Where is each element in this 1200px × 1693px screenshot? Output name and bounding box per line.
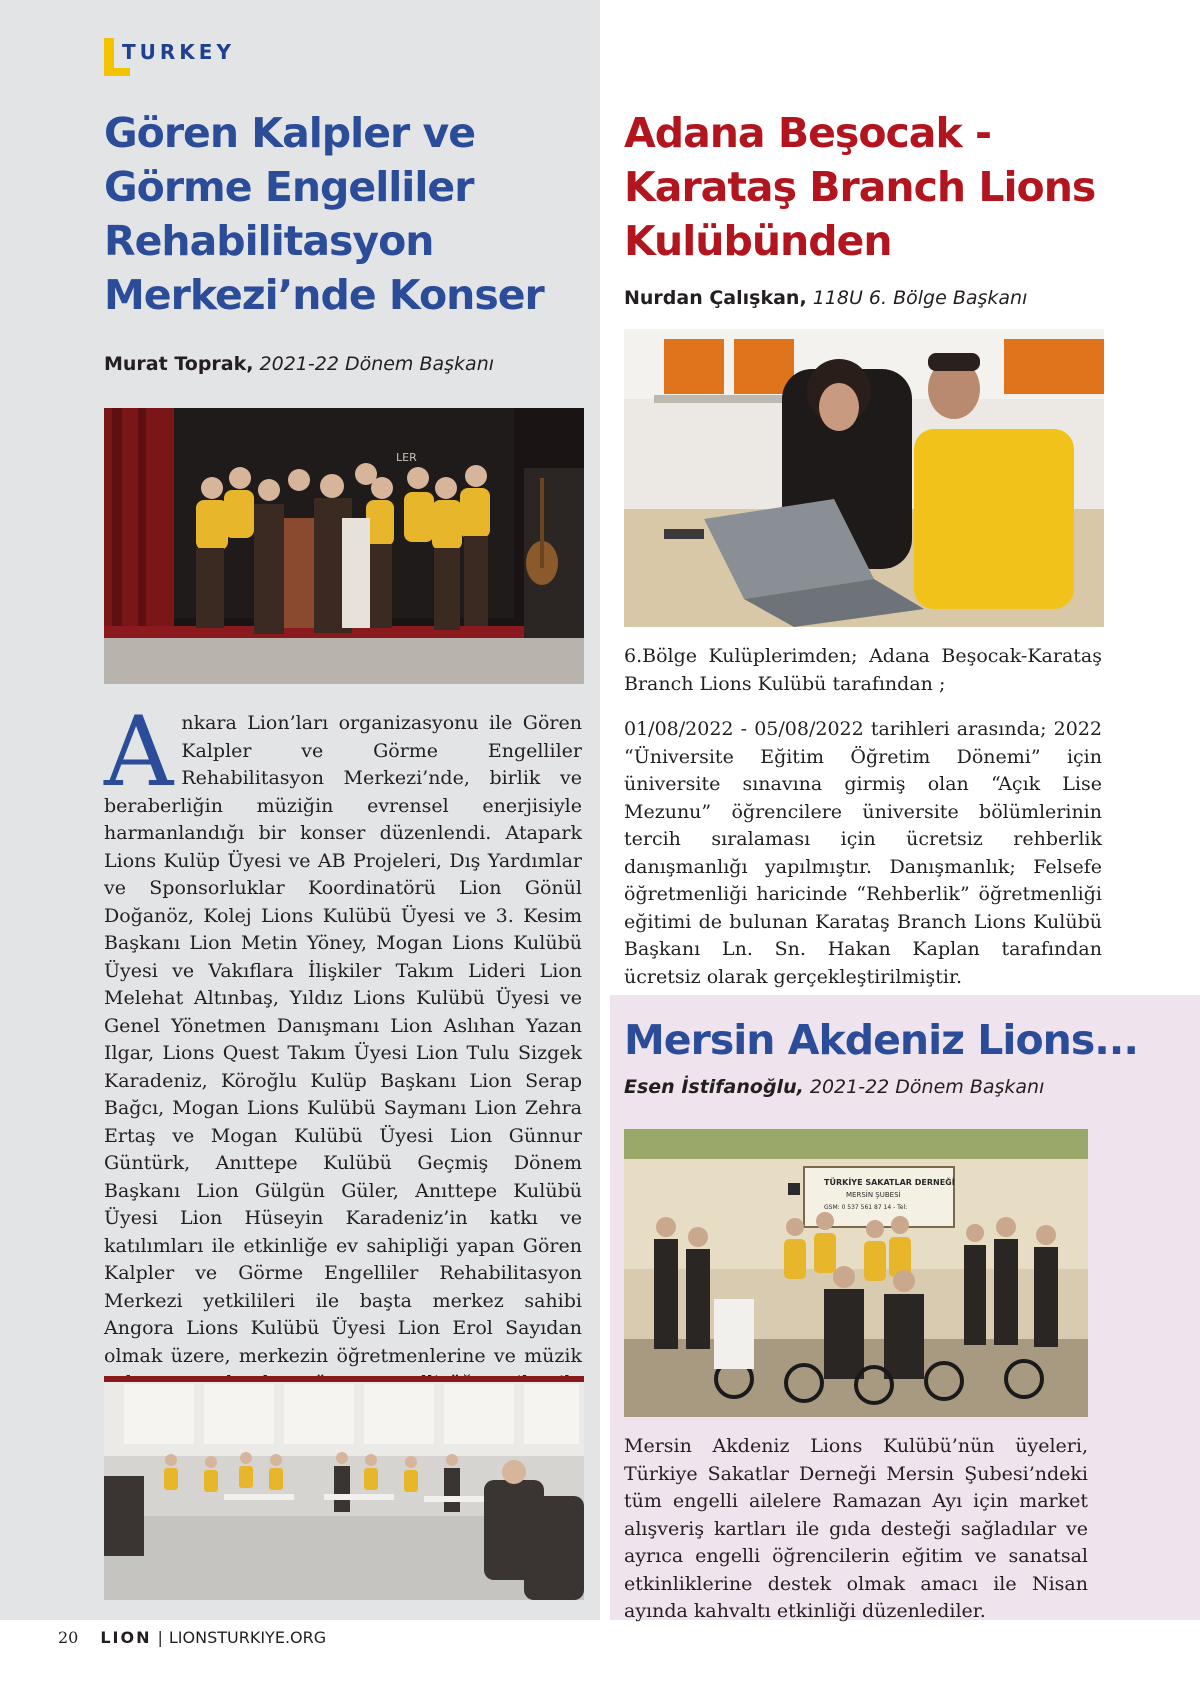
byline-role: 2021-22 Dönem Başkanı	[809, 1076, 1045, 1098]
left-article-body	[104, 696, 582, 1453]
association-sign-line-2: MERSİN ŞUBESİ	[846, 1191, 901, 1199]
website-link[interactable]: LIONSTURKIYE.ORG	[168, 1628, 327, 1647]
right-article-2-body: Mersin Akdeniz Lions Kulübü’nün üyeleri, Türkiye Sakatlar Derneği Mersin Şubesi’ndeki tüm engelli ailelere Ramazan Ayı için market alışveriş kartları ile gıda desteği sağladılar ve ayrıca engelli öğrencilerin eğitim ve sanatsal etkinliklerine destek olmak amacı ile Nisan ayında kahvaltı etkinliği düzenlediler.	[624, 1435, 1088, 1622]
right-article-2-byline	[624, 1076, 1044, 1098]
right-article-1-byline	[624, 287, 1027, 309]
association-sign-line-1: TÜRKİYE SAKATLAR DERNEĞİ	[824, 1178, 955, 1187]
right-article-1-paragraph-1: 6.Bölge Kulüplerimden; Adana Beşocak-Karataş Branch Lions Kulübü tarafından ;	[624, 645, 1102, 695]
left-article-body-text: nkara Lion’ları organizasyonu ile Gören Kalpler ve Görme Engelliler Rehabilitasyon Merkezi’nde, birlik ve beraberliğin müziğin evrensel enerjisiyle harmanlandığı bir konser düzenlendi. Atapark Lions Kulüp Üyesi ve AB Projeleri, Dış Yardımlar ve Sponsorluklar Koordinatörü Lion Gönül Doğanöz, Kolej Lions Kulübü Üyesi ve 3. Kesim Başkanı Lion Metin Yöney, Mogan Lions Kulübü Üyesi ve Vakıflara İlişkiler Takım Lideri Lion Melehat Altınbaş, Yıldız Lions Kulübü Üyesi ve Genel Yönetmen Danışmanı Lion Aslıhan Yazan Ilgar, Lions Quest Takım Üyesi Lion Tulu Sizgek Karadeniz, Köroğlu Kulüp Başkanı Lion Serap Bağcı, Mogan Lions Kulübü Saymanı Lion Zehra Ertaş ve Mogan Kulübü Üyesi Lion Günnur Güntürk, Anıttepe Kulübü Geçmiş Dönem Başkanı Lion Gülgün Güler, Anıttepe Kulübü Üyesi Lion Hüseyin Karadeniz’in katkı ve katılımları ile etkinliğe ev sahipliği yapan Gören Kalpler ve Görme Engelliler Rehabilitasyon Merkezi yetkilileri ile başta merkez sahibi Angora Lions Kulübü Üyesi Lion Erol Sayıdan olmak üzere, merkezin öğretmenlerine ve müzik	[104, 712, 582, 1367]
byline-role: 118U 6. Bölge Başkanı	[812, 287, 1028, 309]
byline-role: 2021-22 Dönem Başkanı	[259, 353, 495, 375]
dropcap: A	[104, 696, 174, 808]
association-sign-line-3: GSM: 0 537 561 87 14 - Tel:	[824, 1204, 908, 1211]
section-label-text: TURKEY	[122, 40, 235, 64]
byline-author: Esen İstifanoğlu,	[624, 1076, 804, 1098]
right-article-1-paragraph-2: 01/08/2022 - 05/08/2022 tarihleri arasında; 2022 “Üniversite Eğitim Öğretim Dönemi” için üniversite sınavına girmiş olan “Açık Lise Mezunu” öğrencilere üniversite bölümlerinin tercih sıralaması için ücretsiz rehberlik danışmanlığı yapılmıştır. Danışmanlık; Felsefe öğretmenliği haricinde “Rehberlik” öğretmenliği eğitimi de bulunan Karataş Branch Lions Kulübü Başkanı Ln. Sn. Hakan Kaplan tarafından ücretsiz olarak gerçekleştirilmiştir.	[624, 718, 1102, 988]
left-article-byline	[104, 353, 494, 375]
stage-banner-text: LER	[396, 451, 417, 464]
outdoor-group-photo	[624, 1129, 1088, 1417]
page-footer	[58, 1628, 326, 1647]
left-article-title: Gören Kalpler ve Görme Engelliler Rehabilitasyon Merkezi’nde Konser	[104, 109, 544, 319]
meeting-room-photo	[104, 1376, 584, 1600]
counseling-laptop-photo	[624, 329, 1104, 627]
right-article-1-title: Adana Beşocak - Karataş Branch Lions Kulübünden	[624, 109, 1096, 265]
right-article-2-title: Mersin Akdeniz Lions...	[624, 1016, 1138, 1064]
page-number: 20	[58, 1628, 79, 1647]
byline-author: Murat Toprak,	[104, 353, 254, 375]
byline-author: Nurdan Çalışkan,	[624, 287, 807, 309]
concert-group-photo	[104, 408, 584, 684]
footer-separator: |	[157, 1628, 163, 1647]
magazine-brand: LION	[100, 1628, 152, 1647]
